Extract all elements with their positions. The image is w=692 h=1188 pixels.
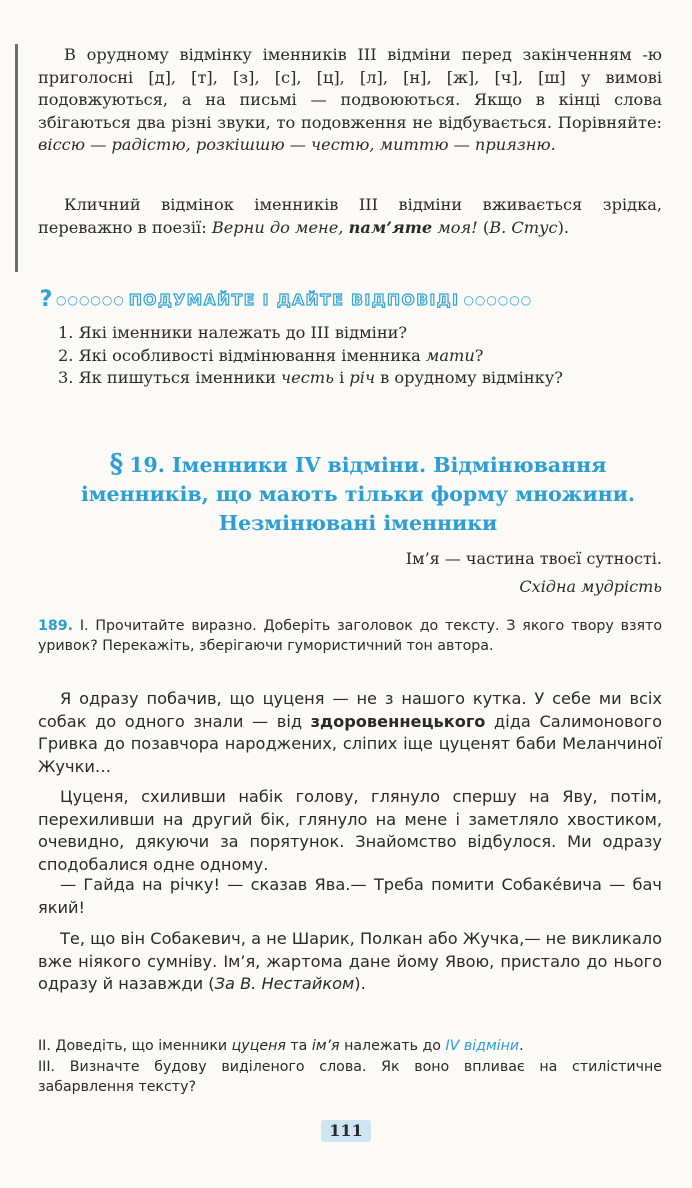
task-1-text: I. Прочитайте виразно. Доберіть заголовок до тексту. З якого твору взято уривок? Перекажіть, зберігаючи гумористичний тон автора. bbox=[38, 618, 662, 655]
story-author: За В. Нестайком bbox=[214, 974, 355, 994]
quote-part: Верни до мене, bbox=[211, 217, 349, 237]
section-title: 19. Іменники IV відміни. Відмінювання іменників, що мають тільки форму множини. Незмінювані іменники bbox=[80, 453, 636, 535]
page-number: 111 bbox=[321, 1120, 371, 1142]
dots-left: ○○○○○○ bbox=[56, 293, 125, 307]
intro-paragraph-1 bbox=[38, 44, 662, 157]
vocative-text: Кличний відмінок іменників III відміни вживається зрідка, переважно в поезії: bbox=[38, 195, 662, 237]
story-paragraph-4: Те, що він Собакевич, а не Шарик, Полкан або Жучка,— не викликало вже ніякого сумніву. Ім’я, жартома дане йому Явою, пристало до нього одразу й назавжди (За В. Нестайком). bbox=[38, 929, 662, 994]
paren-close: ). bbox=[557, 217, 570, 237]
intro-paragraph-2 bbox=[38, 194, 662, 239]
paren-open: ( bbox=[477, 217, 490, 237]
epigraph-source: Східна мудрість bbox=[519, 577, 662, 596]
exercise-task-2: II. Доведіть, що іменники цуценя та ім’я належать до IV відміни. bbox=[38, 1038, 524, 1054]
quote-author: В. Стус bbox=[489, 217, 558, 237]
section-heading bbox=[78, 450, 638, 538]
highlighted-word: здоровеннецького bbox=[310, 711, 486, 731]
dots-right: ○○○○○○ bbox=[463, 293, 533, 307]
intro-examples: віссю — радістю, розкішшю — честю, миттю — приязню. bbox=[38, 135, 556, 155]
question-icon: ? bbox=[39, 287, 53, 312]
exercise-number: 189. bbox=[38, 618, 74, 634]
quote-bold: пам’яте bbox=[348, 217, 433, 237]
exercise-task-1 bbox=[38, 616, 662, 657]
margin-rule bbox=[15, 44, 18, 272]
story-paragraph-3: — Гайда на річку! — сказав Ява.— Треба помити Собаке́вича — бач який! bbox=[38, 875, 662, 917]
intro-text: В орудному відмінку іменників III відміни перед закінченням -ю приголосні [д], [т], [з], [с], [ц], [л], [н], [ж], [ч], [ш] у вимові подовжуються, а на письмі — подвоюються. Якщо в кінці слова збігаються два різні звуки, то подовження не відбувається. Порівняйте: bbox=[38, 45, 662, 132]
story-paragraph-2: Цуценя, схиливши набік голову, глянуло спершу на Яву, потім, перехиливши на другий бік, глянуло на мене і заметляло хвостиком, очевидно, дякуючи за порятунок. Знайомство відбулося. Ми одразу сподобалися одне одному. bbox=[38, 787, 662, 874]
section-sign-icon: § bbox=[109, 449, 124, 479]
question-3: 3. Як пишуться іменники честь і річ в орудному відмінку? bbox=[58, 368, 563, 388]
think-and-answer-header bbox=[36, 285, 662, 315]
questions-list bbox=[38, 322, 662, 390]
exercise-task-3: III. Визначте будову виділеного слова. Як воно впливає на стилістичне забарвлення тексту? bbox=[38, 1059, 662, 1096]
story-paragraph-1: Я одразу побачив, що цуценя — не з нашого кутка. У себе ми всіх собак до одного знали — від здоровеннецького діда Салимонового Гривка до позавчора народжених, сліпих іще цуценят баби Меланчиної Жучки… bbox=[38, 689, 663, 776]
iv-declension-link[interactable]: IV відміни bbox=[445, 1038, 520, 1054]
think-title: ПОДУМАЙТЕ І ДАЙТЕ ВІДПОВІДІ bbox=[128, 291, 460, 309]
question-1: 1. Які іменники належать до III відміни? bbox=[58, 323, 408, 342]
question-2: 2. Які особливості відмінювання іменника мати? bbox=[58, 345, 484, 365]
quote-end: моя! bbox=[432, 217, 478, 237]
epigraph-quote: Ім’я — частина твоєї сутності. bbox=[405, 549, 662, 568]
